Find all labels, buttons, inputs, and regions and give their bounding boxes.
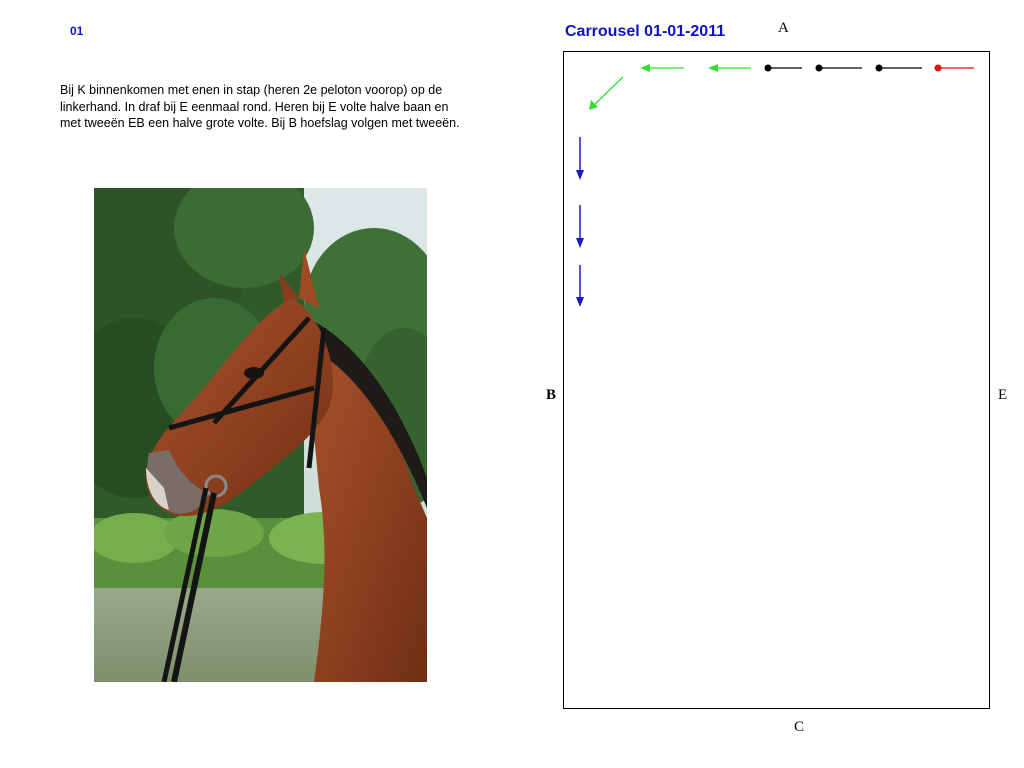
blue-arrowhead	[576, 238, 584, 248]
instruction-line: Bij K binnenkomen met enen in stap (heren 2e peloton voorop) op de	[60, 83, 443, 97]
slide-number: 01	[70, 24, 84, 38]
blue-arrowhead	[576, 297, 584, 307]
arena-letter-c: C	[794, 719, 805, 735]
blue-arrows	[576, 137, 584, 307]
green-arrowhead	[640, 64, 650, 72]
green-arrows	[589, 64, 751, 110]
diagram-title: Carrousel 01-01-2011	[565, 23, 726, 40]
arena-letter-a: A	[778, 20, 789, 36]
arena-letter-e: E	[998, 387, 1008, 403]
green-arrowhead	[708, 64, 718, 72]
green-arrowhead	[589, 100, 598, 110]
instruction-line: linkerhand. In draf bij E eenmaal rond. Heren bij E volte halve baan en	[60, 99, 449, 114]
green-arrow-diagonal	[594, 77, 623, 105]
arena-letter-b: B	[546, 387, 557, 403]
rider-group	[765, 65, 975, 72]
arena-border	[564, 52, 990, 709]
instruction-line: met tweeën EB een halve grote volte. Bij B hoefslag volgen met tweeën.	[60, 116, 460, 130]
blue-arrowhead	[576, 170, 584, 180]
